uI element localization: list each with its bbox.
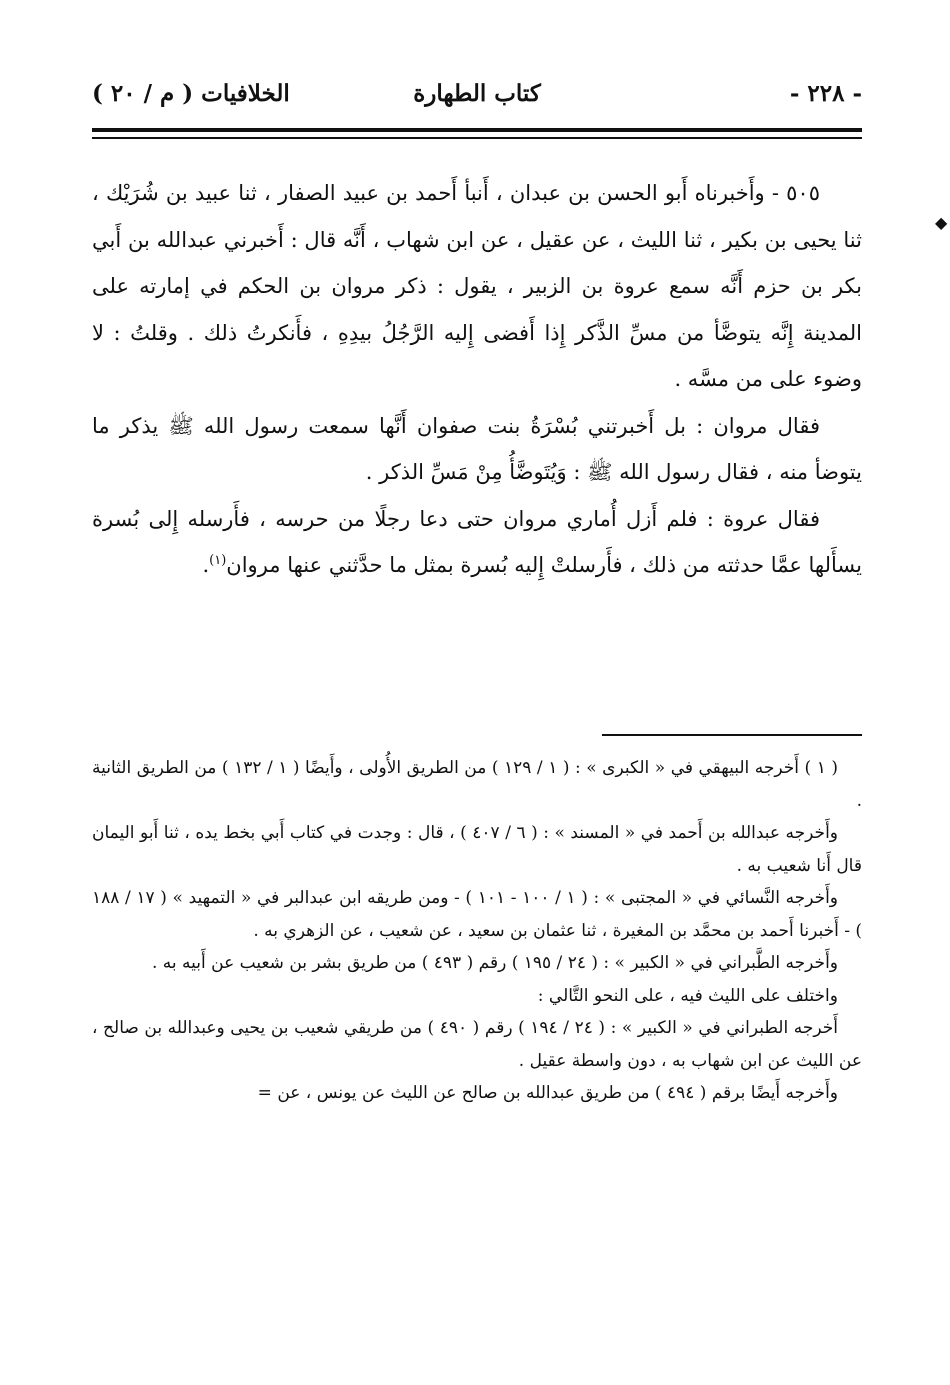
hadith-paragraph: ٥٠٥ - وأَخبرناه أَبو الحسن بن عبدان ، أَنبأ أَحمد بن عبيد الصفار ، ثنا عبيد بن شُرَيْك ، ثنا يحيى بن بكير ، ثنا الليث ، عن عقيل ، عن ابن شهاب ، أَنَّه قال : أَخبرني عبدالله بن أَبي بكر بن حزم أَنَّه سمع عروة بن الزبير ، يقول : ذكر مروان بن الحكم في إمارته على المدينة إِنَّه يتوضَّأ من مسِّ الذَّكر إِذا أَفضى إِليه الرَّجُلُ بيدِهِ ، فأَنكرتُ ذلك . وقلتُ : لا وضوء على من مسَّه .	[92, 181, 862, 391]
footnote-ref: (١)	[209, 553, 227, 568]
book-title: كتاب الطهارة	[413, 80, 541, 107]
footnote-paragraph: وأَخرجه الطَّبراني في « الكبير » : ( ٢٤ / ١٩٥ ) رقم ( ٤٩٣ ) من طريق بشر بن شعيب عن أَبيه به .	[152, 953, 838, 973]
running-head: الخلافيات ( م / ٢٠ )	[92, 80, 290, 107]
footnote-paragraph: وأَخرجه أَيضًا برقم ( ٤٩٤ ) من طريق عبدالله بن صالح عن الليث عن يونس ، عن =	[257, 1083, 838, 1103]
hadith-paragraph-last	[92, 496, 862, 589]
footnote-paragraph: وأَخرجه عبدالله بن أَحمد في « المسند » : ( ٦ / ٤٠٧ ) ، قال : وجدت في كتاب أَبي بخط يده ، ثنا أَبو اليمان قال أَنا شعيب به .	[92, 823, 862, 876]
header-rule-thick	[92, 128, 862, 132]
header-rule-thin	[92, 137, 862, 139]
footnote-paragraph: ( ١ ) أَخرجه البيهقي في « الكبرى » : ( ١ / ١٢٩ ) من الطريق الأُولى ، وأَيضًا ( ١ / ١٣٢ ) من الطريق الثانية .	[92, 758, 862, 811]
footnote-paragraph: وأَخرجه النَّسائي في « المجتبى » : ( ١ / ١٠٠ - ١٠١ ) - ومن طريقه ابن عبدالبر في « التمهيد » ( ١٧ / ١٨٨ ) - أَخبرنا أَحمد بن محمَّد بن المغيرة ، ثنا عثمان بن سعيد ، عن شعيب ، عن الزهري به .	[92, 888, 862, 941]
footnote-paragraph: أَخرجه الطبراني في « الكبير » : ( ٢٤ / ١٩٤ ) رقم ( ٤٩٠ ) من طريقي شعيب بن يحيى وعبدالله بن صالح ، عن الليث عن ابن شهاب به ، دون واسطة عقيل .	[92, 1018, 862, 1071]
page-header	[92, 80, 862, 116]
main-text	[92, 170, 862, 589]
closing-period: .	[202, 553, 210, 577]
hadith-paragraph: فقال مروان : بل أَخبرتني بُسْرَةُ بنت صفوان أَنَّها سمعت رسول الله ﷺ يذكر ما يتوضأ منه ، فقال رسول الله ﷺ : وَيُتَوضَّأُ مِنْ مَسِّ الذكر .	[92, 413, 862, 484]
footnote-paragraph: واختلف على الليث فيه ، على النحو التَّالي :	[537, 985, 838, 1006]
footnote-rule	[602, 734, 862, 736]
hadith-paragraph-text: فقال عروة : فلم أَزل أُماري مروان حتى دعا رجلًا من حرسه ، فأَرسله إِلى بُسرة يسأَلها عمَّا حدثته من ذلك ، فأَرسلتْ إِليه بُسرة بمثل ما حدَّثني عنها مروان	[92, 506, 862, 577]
margin-mark-icon: ◆	[935, 213, 948, 232]
footnotes	[92, 752, 862, 1110]
page-number: - ٢٢٨ -	[789, 80, 862, 107]
